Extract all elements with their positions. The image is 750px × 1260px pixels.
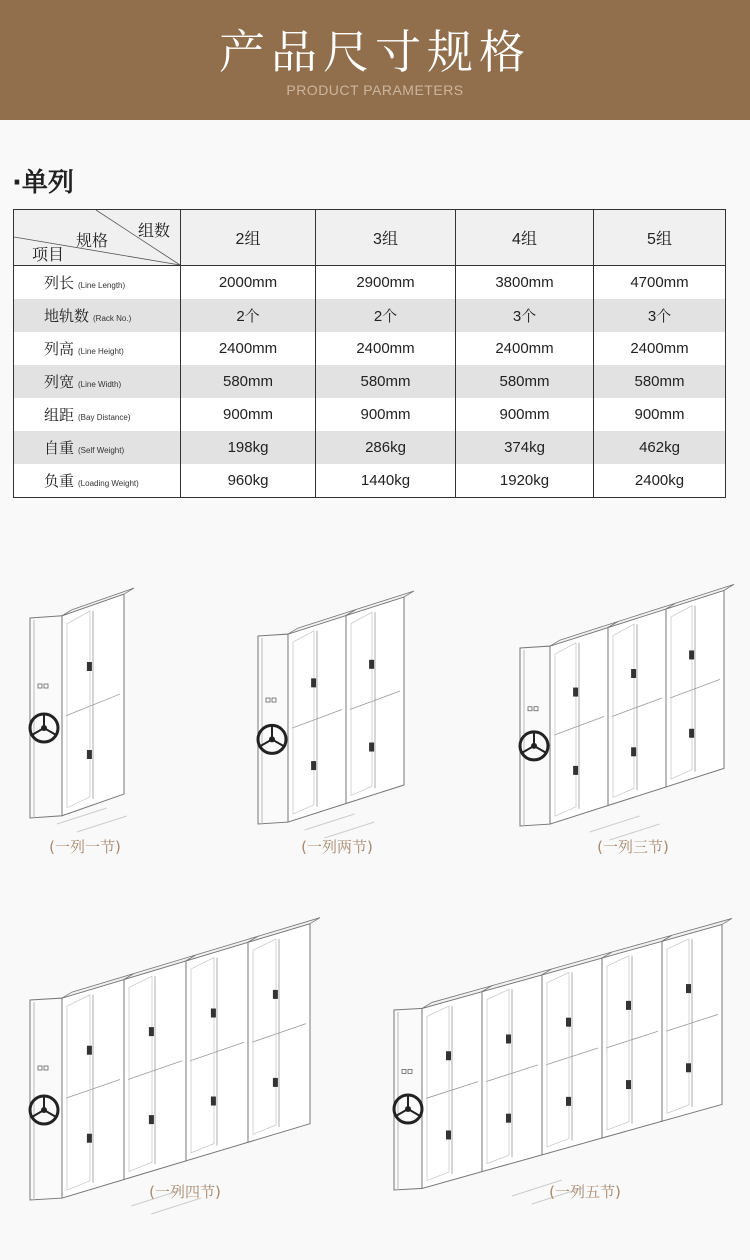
table-cell: 2400mm [316,332,456,365]
table-row [14,365,726,398]
table-cell: 2400kg [594,464,726,498]
caption-five-sections: (一列五节) [549,1183,621,1201]
table-cell: 2900mm [316,266,456,300]
table-cell: 900mm [594,398,726,431]
lock-icon [273,1078,278,1087]
table-cell: 374kg [456,431,594,464]
row-label [14,398,181,431]
row-label-english: (Line Length) [78,281,126,290]
row-label-text: 列宽 [44,374,75,391]
table-cell: 900mm [316,398,456,431]
cabinet-unit [30,588,134,832]
table-cell: 2000mm [181,266,316,300]
table-cell: 3个 [594,299,726,332]
row-label-text: 列高 [44,341,75,358]
table-cell: 2个 [316,299,456,332]
table-row [14,299,726,332]
lock-icon [369,743,374,752]
table-cell: 286kg [316,431,456,464]
table-cell: 2400mm [181,332,316,365]
cabinet-unit [394,918,732,1204]
lock-icon [686,1063,691,1072]
row-label [14,332,181,365]
lock-icon [506,1114,511,1123]
row-label-text: 地轨数 [44,308,90,325]
row-label-text: 自重 [44,440,75,457]
table-cell: 900mm [181,398,316,431]
lock-icon [311,761,316,770]
lock-icon [573,688,578,697]
table-corner-header [14,210,181,266]
lock-icon [689,729,694,738]
table-row [14,464,726,498]
lock-icon [149,1115,154,1124]
corner-label-spec: 规格 [76,233,109,250]
cabinet-unit [258,591,414,838]
caption-one-section: (一列一节) [49,838,121,856]
table-cell: 2400mm [594,332,726,365]
lock-icon [87,1134,92,1143]
lock-icon [211,1009,216,1018]
header-banner [0,0,750,120]
lock-icon [446,1130,451,1139]
lock-icon [573,766,578,775]
lock-icon [311,678,316,687]
row-label-english: (Rack No.) [93,314,132,323]
cabinet-unit [30,918,320,1214]
table-cell: 462kg [594,431,726,464]
row-label-english: (Line Width) [78,380,122,389]
table-cell: 3800mm [456,266,594,300]
lock-icon [506,1034,511,1043]
caption-two-sections: (一列两节) [301,838,373,856]
section-title: ·单列 [12,168,74,198]
row-label-text: 组距 [44,407,75,424]
table-cell: 580mm [316,365,456,398]
row-label [14,266,181,300]
column-header: 3组 [316,210,456,266]
row-label-english: (Line Height) [78,347,124,356]
table-row [14,398,726,431]
lock-icon [87,1046,92,1055]
table-cell: 2400mm [456,332,594,365]
row-label [14,299,181,332]
corner-label-item: 项目 [32,247,65,264]
row-label [14,431,181,464]
table-cell: 900mm [456,398,594,431]
table-row [14,431,726,464]
row-label-english: (Self Weight) [78,446,125,455]
cabinet-unit [520,584,734,840]
row-label-english: (Loading Weight) [78,479,139,488]
lock-icon [446,1051,451,1060]
table-row [14,266,726,300]
row-label [14,365,181,398]
cabinet-illustrations [0,540,750,1260]
table-cell: 1920kg [456,464,594,498]
row-label [14,464,181,498]
table-header-row [14,210,726,266]
table-cell: 4700mm [594,266,726,300]
lock-icon [273,990,278,999]
page-title: 产品尺寸规格 [219,25,531,79]
table-cell: 2个 [181,299,316,332]
caption-four-sections: (一列四节) [149,1183,221,1201]
lock-icon [369,660,374,669]
lock-icon [631,669,636,678]
lock-icon [689,650,694,659]
table-cell: 198kg [181,431,316,464]
row-label-text: 负重 [44,473,75,490]
lock-icon [686,984,691,993]
row-label-text: 列长 [44,275,75,292]
lock-icon [211,1097,216,1106]
lock-icon [87,750,92,759]
table-cell: 3个 [456,299,594,332]
table-cell: 960kg [181,464,316,498]
column-header: 2组 [181,210,316,266]
lock-icon [631,747,636,756]
table-cell: 580mm [594,365,726,398]
lock-icon [626,1001,631,1010]
lock-icon [149,1027,154,1036]
row-label-english: (Bay Distance) [78,413,131,422]
table-cell: 580mm [456,365,594,398]
spec-table [13,209,726,498]
lock-icon [626,1080,631,1089]
column-header: 5组 [594,210,726,266]
lock-icon [566,1018,571,1027]
corner-label-groups: 组数 [137,223,170,240]
page-subtitle: PRODUCT PARAMETERS [286,82,464,98]
table-cell: 580mm [181,365,316,398]
lock-icon [566,1097,571,1106]
column-header: 4组 [456,210,594,266]
table-row [14,332,726,365]
table-cell: 1440kg [316,464,456,498]
lock-icon [87,662,92,671]
caption-three-sections: (一列三节) [597,838,669,856]
